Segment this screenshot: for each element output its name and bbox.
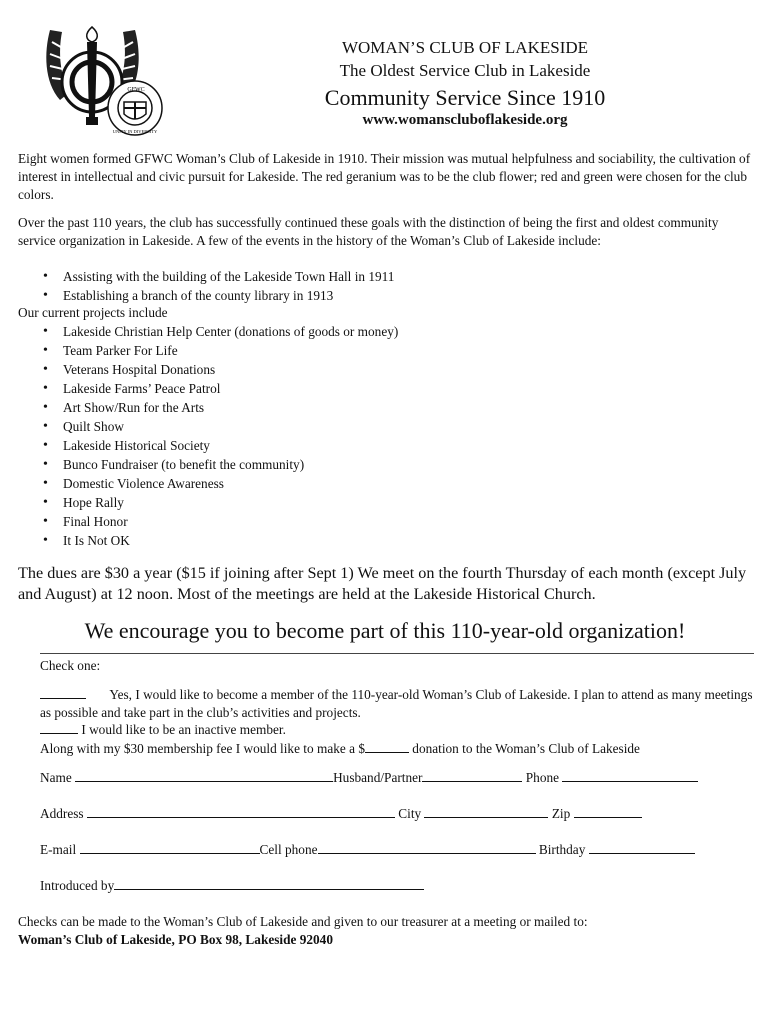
seal-text: GFWC: [127, 87, 145, 93]
cell-label: Cell phone: [259, 842, 318, 857]
check-one-label: Check one:: [40, 658, 101, 673]
name-field[interactable]: [75, 769, 333, 782]
inactive-option-text: I would like to be an inactive member.: [81, 722, 286, 737]
address-label: Address: [40, 806, 84, 821]
intro-paragraph-2: Over the past 110 years, the club has successfully continued these goals with the distinction of being the first and oldest community service organization in Lakeside. A few of the events in the history of the Woman’s Club of Lakeside include:: [18, 215, 719, 248]
donation-amount-field[interactable]: [365, 740, 409, 753]
inactive-checkbox-blank[interactable]: [40, 721, 78, 734]
list-item: • Establishing a branch of the county library in 1913: [40, 286, 394, 305]
email-field[interactable]: [80, 841, 260, 854]
list-item: • Bunco Fundraiser (to benefit the community): [40, 455, 398, 474]
phone-label: Phone: [525, 770, 560, 785]
email-label: E-mail: [40, 842, 77, 857]
address-row: [40, 805, 642, 823]
tagline: The Oldest Service Club in Lakeside: [339, 61, 591, 80]
list-item: • Team Parker For Life: [40, 341, 398, 360]
donation-line: [40, 740, 640, 758]
gfwc-logo: [40, 22, 170, 140]
birthday-label: Birthday: [538, 842, 586, 857]
partner-field[interactable]: [422, 769, 522, 782]
list-item: • Hope Rally: [40, 493, 398, 512]
introduced-row: [40, 877, 424, 895]
list-item: • Final Honor: [40, 512, 398, 531]
list-item: • Quilt Show: [40, 417, 398, 436]
projects-list: [40, 322, 398, 550]
divider: [40, 653, 754, 654]
city-label: City: [398, 806, 422, 821]
donation-suffix: donation to the Woman’s Club of Lakeside: [412, 741, 640, 756]
email-row: [40, 841, 695, 859]
introduced-field[interactable]: [114, 877, 424, 890]
checks-text: Checks can be made to the Woman’s Club of Lakeside and given to our treasurer at a meeting or mailed to:: [18, 914, 588, 929]
phone-field[interactable]: [562, 769, 698, 782]
list-item: • Lakeside Farms’ Peace Patrol: [40, 379, 398, 398]
since-heading: Community Service Since 1910: [324, 85, 606, 110]
mailing-address: Woman’s Club of Lakeside, PO Box 98, Lakeside 92040: [18, 932, 333, 947]
member-checkbox-blank[interactable]: [40, 686, 86, 699]
inactive-option: [40, 721, 286, 739]
history-list: [40, 267, 394, 305]
list-item: • Art Show/Run for the Arts: [40, 398, 398, 417]
address-field[interactable]: [87, 805, 395, 818]
name-label: Name: [40, 770, 72, 785]
member-option-text: Yes, I would like to become a member of the 110-year-old Woman’s Club of Lakeside. I plan to attend as many meetings as possible and take part in the club’s activities and projects.: [40, 687, 753, 720]
birthday-field[interactable]: [589, 841, 695, 854]
cell-field[interactable]: [318, 841, 536, 854]
gfwc-seal-icon: [108, 81, 162, 135]
website-link[interactable]: www.womanscluboflakeside.org: [362, 112, 568, 128]
list-item: • Assisting with the building of the Lakeside Town Hall in 1911: [40, 267, 394, 286]
list-item: • It Is Not OK: [40, 531, 398, 550]
city-field[interactable]: [424, 805, 548, 818]
donation-prefix: Along with my $30 membership fee I would like to make a $: [40, 741, 365, 756]
list-item: • Lakeside Historical Society: [40, 436, 398, 455]
zip-label: Zip: [551, 806, 571, 821]
projects-heading: Our current projects include: [18, 305, 168, 320]
list-item: • Lakeside Christian Help Center (donations of goods or money): [40, 322, 398, 341]
zip-field[interactable]: [574, 805, 642, 818]
partner-label: Husband/Partner: [333, 770, 423, 785]
name-row: [40, 769, 698, 787]
list-item: • Veterans Hospital Donations: [40, 360, 398, 379]
dues-paragraph: The dues are $30 a year ($15 if joining after Sept 1) We meet on the fourth Thursday of each month (except July and August) at 12 noon. Most of the meetings are held at the Lakeside Historical Church.: [18, 564, 747, 603]
list-item: • Domestic Violence Awareness: [40, 474, 398, 493]
intro-paragraph-1: Eight women formed GFWC Woman’s Club of Lakeside in 1910. Their mission was mutual helpfulness and sociability, the cultivation of interest in intellectual and civic pursuit for Lakeside. The red geranium was to be the club flower; red and green were chosen for the club colors.: [18, 151, 751, 202]
seal-motto: UNITY IN DIVERSITY: [112, 129, 158, 134]
encourage-heading: We encourage you to become part of this 110-year-old organization!: [84, 618, 686, 643]
member-option: [40, 686, 760, 722]
club-name: WOMAN’S CLUB OF LAKESIDE: [341, 38, 589, 57]
introduced-label: Introduced by: [40, 878, 115, 893]
